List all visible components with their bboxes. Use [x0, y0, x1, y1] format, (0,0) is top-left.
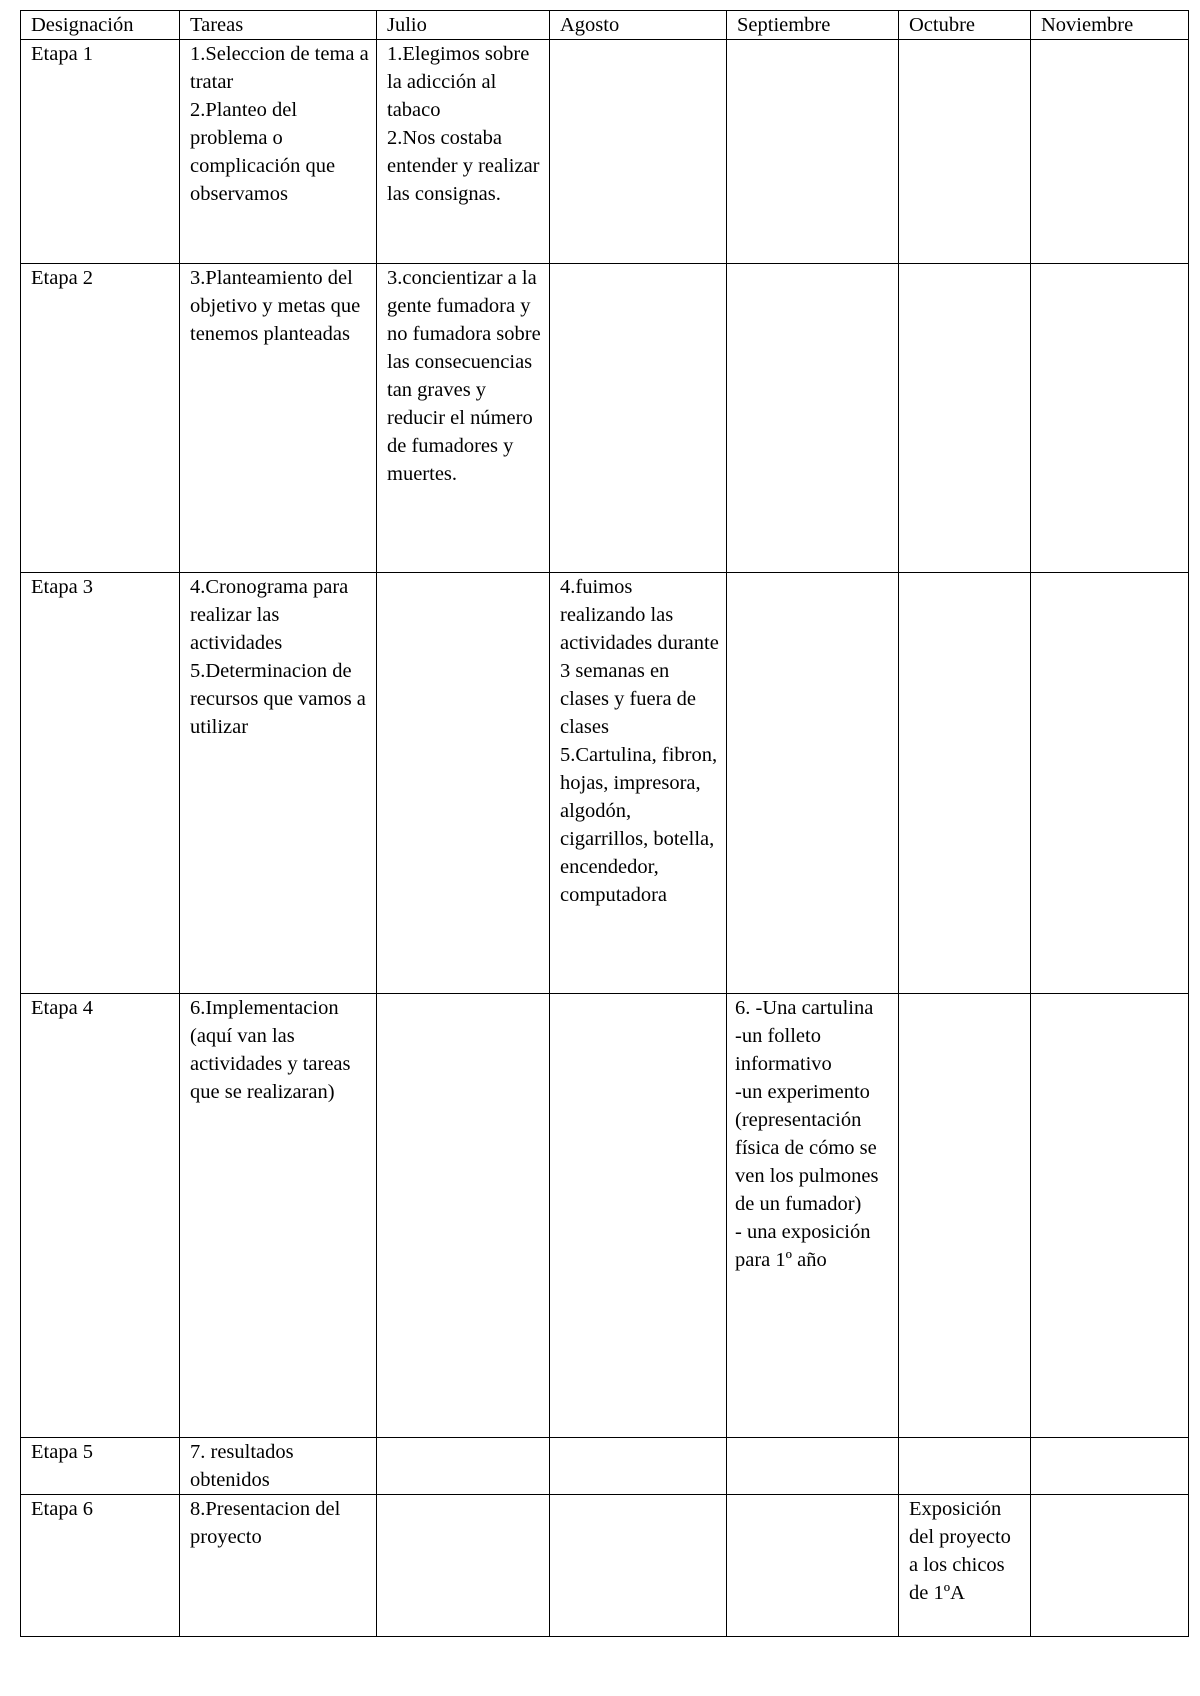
cell-octubre: Exposición del proyecto a los chicos de 1ºA — [899, 1495, 1031, 1637]
cell-octubre — [899, 264, 1031, 573]
cell-tareas: 8.Presentacion del proyecto — [180, 1495, 377, 1637]
header-julio: Julio — [377, 11, 550, 40]
cell-noviembre — [1031, 1495, 1189, 1637]
cell-noviembre — [1031, 1438, 1189, 1495]
schedule-table — [20, 10, 1189, 1637]
cell-septiembre — [727, 1438, 899, 1495]
cell-octubre — [899, 573, 1031, 994]
cell-noviembre — [1031, 573, 1189, 994]
cell-agosto — [550, 264, 727, 573]
table-row-etapa-2 — [21, 264, 1189, 573]
cell-septiembre — [727, 573, 899, 994]
document-page — [20, 10, 1189, 1637]
cell-designacion: Etapa 2 — [21, 264, 180, 573]
header-row — [21, 11, 1189, 40]
cell-julio — [377, 573, 550, 994]
table-row-etapa-1 — [21, 40, 1189, 264]
cell-designacion: Etapa 6 — [21, 1495, 180, 1637]
cell-designacion: Etapa 1 — [21, 40, 180, 264]
cell-septiembre — [727, 40, 899, 264]
cell-designacion: Etapa 4 — [21, 994, 180, 1438]
cell-agosto — [550, 40, 727, 264]
cell-agosto: 4.fuimos realizando las actividades durante 3 semanas en clases y fuera de clases 5.Cartulina, fibron, hojas, impresora, algodón, cigarrillos, botella, encendedor, computadora — [550, 573, 727, 994]
header-septiembre: Septiembre — [727, 11, 899, 40]
cell-noviembre — [1031, 40, 1189, 264]
header-noviembre: Noviembre — [1031, 11, 1189, 40]
cell-octubre — [899, 994, 1031, 1438]
cell-tareas: 3.Planteamiento del objetivo y metas que tenemos planteadas — [180, 264, 377, 573]
header-octubre: Octubre — [899, 11, 1031, 40]
cell-julio — [377, 1495, 550, 1637]
cell-agosto — [550, 994, 727, 1438]
cell-tareas: 6.Implementacion (aquí van las actividades y tareas que se realizaran) — [180, 994, 377, 1438]
cell-septiembre — [727, 1495, 899, 1637]
cell-noviembre — [1031, 994, 1189, 1438]
cell-julio — [377, 994, 550, 1438]
cell-septiembre — [727, 264, 899, 573]
table-row-etapa-4 — [21, 994, 1189, 1438]
table-row-etapa-5 — [21, 1438, 1189, 1495]
header-designacion: Designación — [21, 11, 180, 40]
cell-julio: 3.concientizar a la gente fumadora y no fumadora sobre las consecuencias tan graves y reducir el número de fumadores y muertes. — [377, 264, 550, 573]
cell-octubre — [899, 1438, 1031, 1495]
header-tareas: Tareas — [180, 11, 377, 40]
cell-noviembre — [1031, 264, 1189, 573]
cell-octubre — [899, 40, 1031, 264]
table-row-etapa-3 — [21, 573, 1189, 994]
cell-tareas: 4.Cronograma para realizar las actividades 5.Determinacion de recursos que vamos a utilizar — [180, 573, 377, 994]
cell-designacion: Etapa 5 — [21, 1438, 180, 1495]
cell-tareas: 1.Seleccion de tema a tratar 2.Planteo del problema o complicación que observamos — [180, 40, 377, 264]
cell-agosto — [550, 1495, 727, 1637]
table-row-etapa-6 — [21, 1495, 1189, 1637]
cell-julio — [377, 1438, 550, 1495]
cell-septiembre: 6. -Una cartulina -un folleto informativo -un experimento (representación física de cómo se ven los pulmones de un fumador) - una exposición para 1º año — [727, 994, 899, 1438]
header-agosto: Agosto — [550, 11, 727, 40]
cell-designacion: Etapa 3 — [21, 573, 180, 994]
cell-agosto — [550, 1438, 727, 1495]
cell-tareas: 7. resultados obtenidos — [180, 1438, 377, 1495]
cell-julio: 1.Elegimos sobre la adicción al tabaco 2.Nos costaba entender y realizar las consignas. — [377, 40, 550, 264]
